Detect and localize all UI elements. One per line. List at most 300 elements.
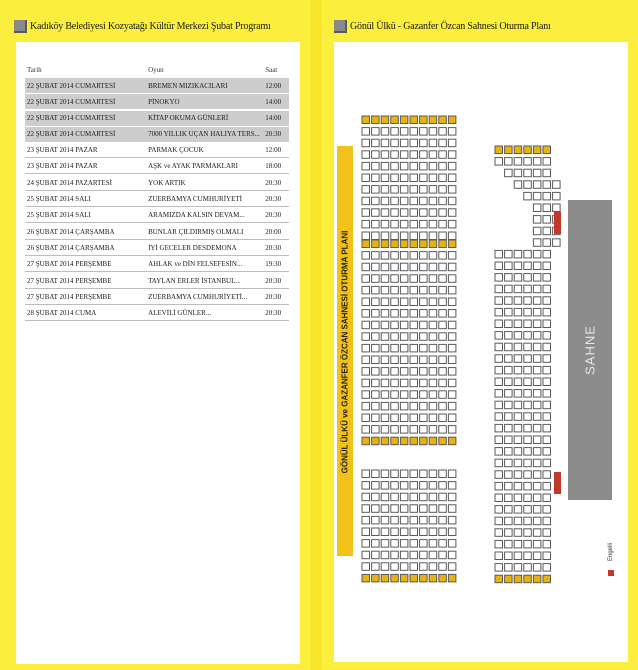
seat bbox=[410, 220, 418, 228]
seat bbox=[495, 540, 503, 548]
seat bbox=[429, 379, 437, 387]
seat bbox=[362, 220, 370, 228]
seat bbox=[505, 552, 512, 560]
row-time: 20:30 bbox=[265, 178, 282, 187]
seat bbox=[381, 298, 389, 306]
seat bbox=[524, 181, 532, 189]
seat bbox=[420, 252, 428, 260]
row-date: 26 ŞUBAT 2014 ÇARŞAMBA bbox=[27, 243, 115, 252]
seat bbox=[362, 174, 370, 182]
seat bbox=[514, 169, 522, 177]
seat bbox=[381, 151, 389, 159]
seat bbox=[381, 128, 389, 136]
seat bbox=[429, 263, 437, 271]
seat bbox=[514, 517, 522, 525]
seat bbox=[439, 310, 447, 318]
seat bbox=[514, 575, 522, 583]
seat bbox=[533, 250, 541, 258]
seat bbox=[439, 437, 447, 445]
seat bbox=[400, 414, 408, 422]
seat bbox=[372, 505, 380, 513]
seat bbox=[495, 297, 503, 305]
seat bbox=[524, 413, 532, 421]
seat bbox=[543, 575, 551, 583]
row-play: BREMEN MIZIKACILARI bbox=[148, 81, 228, 90]
seat bbox=[448, 356, 456, 364]
seat bbox=[372, 139, 380, 147]
seat bbox=[533, 448, 541, 456]
seat bbox=[400, 379, 408, 387]
seat bbox=[543, 285, 551, 293]
seat bbox=[372, 379, 380, 387]
seat bbox=[524, 552, 532, 560]
row-date: 22 ŞUBAT 2014 CUMARTESİ bbox=[27, 81, 116, 90]
seat bbox=[514, 552, 522, 560]
seat bbox=[381, 321, 389, 329]
seat bbox=[524, 506, 532, 513]
seat bbox=[448, 574, 456, 582]
seat bbox=[543, 158, 551, 166]
seat bbox=[543, 529, 551, 537]
seat bbox=[410, 321, 418, 329]
row-time: 12:00 bbox=[265, 146, 282, 155]
seat bbox=[420, 321, 428, 329]
seat bbox=[543, 436, 551, 444]
seat bbox=[505, 482, 512, 490]
seat bbox=[372, 493, 380, 501]
seat bbox=[381, 139, 389, 147]
seat bbox=[420, 528, 428, 536]
seat bbox=[524, 332, 532, 340]
seat bbox=[410, 505, 418, 513]
seat bbox=[439, 252, 447, 260]
seat bbox=[543, 262, 551, 270]
seat bbox=[362, 402, 370, 410]
seat bbox=[400, 344, 408, 352]
seat bbox=[524, 355, 532, 363]
seat bbox=[495, 529, 503, 537]
seat bbox=[495, 575, 503, 583]
seat bbox=[410, 402, 418, 410]
seat bbox=[448, 540, 456, 548]
seat bbox=[533, 517, 541, 525]
seat bbox=[372, 275, 380, 283]
seat bbox=[429, 333, 437, 341]
seat bbox=[381, 505, 389, 513]
seat bbox=[362, 263, 370, 271]
seat bbox=[391, 162, 399, 170]
seat bbox=[391, 151, 399, 159]
seat bbox=[448, 333, 456, 341]
seat bbox=[400, 298, 408, 306]
seat bbox=[439, 209, 447, 217]
seat bbox=[429, 220, 437, 228]
seat bbox=[533, 169, 541, 177]
seat bbox=[524, 274, 532, 282]
seat bbox=[543, 459, 551, 467]
seat bbox=[420, 414, 428, 422]
seat bbox=[448, 482, 456, 490]
seat bbox=[381, 174, 389, 182]
seat bbox=[391, 197, 399, 205]
seat bbox=[381, 379, 389, 387]
seat bbox=[514, 250, 522, 258]
seat bbox=[448, 286, 456, 294]
seat bbox=[448, 368, 456, 376]
seat bbox=[439, 493, 447, 501]
seat bbox=[429, 310, 437, 318]
seat bbox=[533, 216, 541, 224]
seat bbox=[410, 298, 418, 306]
seat bbox=[420, 275, 428, 283]
seat bbox=[533, 401, 541, 409]
seat bbox=[400, 551, 408, 559]
seat bbox=[505, 146, 512, 154]
seat bbox=[524, 158, 532, 166]
seat bbox=[420, 197, 428, 205]
row-time: 20:30 bbox=[265, 130, 282, 139]
seat bbox=[420, 470, 428, 478]
row-time: 14:00 bbox=[265, 97, 282, 106]
row-date: 27 ŞUBAT 2014 PERŞEMBE bbox=[27, 260, 112, 269]
row-date: 22 ŞUBAT 2014 CUMARTESİ bbox=[27, 97, 116, 106]
seat bbox=[391, 174, 399, 182]
seat bbox=[553, 181, 561, 189]
seat bbox=[410, 574, 418, 582]
header-time: Saat bbox=[265, 66, 278, 74]
seat bbox=[429, 128, 437, 136]
seat bbox=[448, 232, 456, 240]
seat bbox=[448, 151, 456, 159]
seat bbox=[533, 424, 541, 432]
seat bbox=[429, 151, 437, 159]
seat bbox=[391, 414, 399, 422]
seat bbox=[448, 252, 456, 260]
seat bbox=[543, 494, 551, 502]
seat bbox=[533, 413, 541, 421]
row-time: 20:00 bbox=[265, 227, 282, 236]
seat bbox=[381, 116, 389, 124]
seat bbox=[400, 174, 408, 182]
seat bbox=[505, 494, 512, 502]
row-play: İYİ GECELER DESDEMONA bbox=[148, 243, 237, 252]
seat bbox=[543, 355, 551, 363]
seat bbox=[420, 310, 428, 318]
row-date: 22 ŞUBAT 2014 CUMARTESİ bbox=[27, 130, 116, 139]
seat bbox=[524, 262, 532, 270]
seat bbox=[362, 505, 370, 513]
seat bbox=[391, 505, 399, 513]
seat bbox=[543, 343, 551, 351]
seat bbox=[429, 563, 437, 571]
seat bbox=[543, 540, 551, 548]
seat bbox=[533, 181, 541, 189]
seat bbox=[439, 426, 447, 434]
seat bbox=[514, 320, 522, 328]
seat bbox=[543, 320, 551, 328]
seat bbox=[448, 209, 456, 217]
seat bbox=[362, 252, 370, 260]
seat bbox=[372, 286, 380, 294]
seat bbox=[524, 366, 532, 374]
seat bbox=[381, 310, 389, 318]
seat bbox=[400, 563, 408, 571]
seat bbox=[400, 574, 408, 582]
seat bbox=[391, 344, 399, 352]
seat bbox=[439, 232, 447, 240]
seat bbox=[533, 262, 541, 270]
seat bbox=[448, 505, 456, 513]
seat bbox=[429, 540, 437, 548]
row-date: 25 ŞUBAT 2014 SALI bbox=[27, 211, 91, 220]
seat bbox=[400, 128, 408, 136]
seat bbox=[505, 343, 512, 351]
seat bbox=[420, 174, 428, 182]
seat bbox=[381, 275, 389, 283]
seat bbox=[524, 320, 532, 328]
seat bbox=[410, 240, 418, 248]
seat bbox=[448, 174, 456, 182]
seat bbox=[362, 426, 370, 434]
seat bbox=[448, 263, 456, 271]
row-time: 20:30 bbox=[265, 309, 282, 318]
row-time: 18:00 bbox=[265, 162, 282, 171]
seat bbox=[514, 355, 522, 363]
seat bbox=[533, 192, 541, 200]
seat bbox=[372, 263, 380, 271]
seat bbox=[429, 232, 437, 240]
seat bbox=[381, 286, 389, 294]
seat bbox=[420, 516, 428, 524]
seat bbox=[524, 471, 532, 479]
seat bbox=[448, 197, 456, 205]
seat bbox=[400, 516, 408, 524]
seat bbox=[400, 286, 408, 294]
seat bbox=[505, 448, 512, 456]
seat bbox=[381, 574, 389, 582]
seat bbox=[391, 286, 399, 294]
seat bbox=[372, 197, 380, 205]
seat bbox=[514, 366, 522, 374]
seat bbox=[514, 413, 522, 421]
seat bbox=[495, 413, 503, 421]
seat bbox=[439, 528, 447, 536]
seat bbox=[533, 274, 541, 282]
seat bbox=[533, 540, 541, 548]
seat bbox=[439, 240, 447, 248]
seat bbox=[391, 563, 399, 571]
seat bbox=[543, 482, 551, 490]
seat bbox=[533, 564, 541, 572]
seat bbox=[400, 197, 408, 205]
seat bbox=[514, 401, 522, 409]
seat bbox=[524, 250, 532, 258]
seat bbox=[420, 426, 428, 434]
seat bbox=[362, 414, 370, 422]
seat bbox=[410, 528, 418, 536]
seat bbox=[381, 333, 389, 341]
seat bbox=[524, 169, 532, 177]
seat bbox=[533, 529, 541, 537]
seat bbox=[524, 575, 532, 583]
seat bbox=[420, 128, 428, 136]
seat bbox=[448, 220, 456, 228]
seat bbox=[362, 574, 370, 582]
row-play: PİNOKYO bbox=[148, 97, 180, 106]
row-play: AŞK ve AYAK PARMAKLARI bbox=[148, 162, 238, 171]
seat bbox=[391, 186, 399, 194]
seat bbox=[533, 285, 541, 293]
row-play: 7000 YILLIK UÇAN HALIYA TERS... bbox=[148, 130, 260, 139]
seat bbox=[372, 470, 380, 478]
seat bbox=[372, 344, 380, 352]
seat bbox=[400, 116, 408, 124]
seat bbox=[543, 366, 551, 374]
seat bbox=[410, 426, 418, 434]
seat bbox=[372, 162, 380, 170]
seat bbox=[514, 564, 522, 572]
seat bbox=[420, 551, 428, 559]
seat bbox=[495, 355, 503, 363]
seat bbox=[439, 333, 447, 341]
seat bbox=[372, 240, 380, 248]
seat bbox=[410, 344, 418, 352]
seat bbox=[495, 564, 503, 572]
seat bbox=[391, 240, 399, 248]
seat bbox=[533, 297, 541, 305]
seat bbox=[381, 232, 389, 240]
seat bbox=[533, 436, 541, 444]
seat bbox=[400, 437, 408, 445]
seat bbox=[372, 209, 380, 217]
accessible-legend-swatch bbox=[608, 570, 614, 576]
seat bbox=[533, 471, 541, 479]
seat bbox=[439, 263, 447, 271]
seat bbox=[505, 250, 512, 258]
row-play: TAYLAN ERLER İSTANBUL... bbox=[148, 276, 241, 285]
seat bbox=[400, 402, 408, 410]
seat bbox=[429, 402, 437, 410]
seat bbox=[448, 437, 456, 445]
seat bbox=[439, 505, 447, 513]
row-play: PARMAK ÇOCUK bbox=[148, 146, 204, 155]
seat bbox=[505, 297, 512, 305]
seat bbox=[400, 263, 408, 271]
seat bbox=[495, 401, 503, 409]
seat bbox=[505, 424, 512, 432]
seat bbox=[524, 494, 532, 502]
header-play: Oyun bbox=[148, 66, 164, 74]
row-date: 24 ŞUBAT 2014 PAZARTESİ bbox=[27, 178, 112, 187]
seat bbox=[495, 390, 503, 398]
seat bbox=[400, 470, 408, 478]
seat bbox=[439, 128, 447, 136]
seat bbox=[553, 192, 561, 200]
seat bbox=[381, 209, 389, 217]
seat bbox=[400, 310, 408, 318]
seat bbox=[362, 298, 370, 306]
seat bbox=[514, 378, 522, 386]
seat bbox=[448, 493, 456, 501]
seat bbox=[429, 174, 437, 182]
seat bbox=[505, 390, 512, 398]
seat bbox=[448, 139, 456, 147]
seat bbox=[514, 436, 522, 444]
seat bbox=[372, 116, 380, 124]
seat bbox=[410, 470, 418, 478]
seat bbox=[495, 448, 503, 456]
seat bbox=[543, 274, 551, 282]
seat bbox=[543, 216, 551, 224]
seat bbox=[410, 162, 418, 170]
seat bbox=[429, 528, 437, 536]
seat bbox=[495, 482, 503, 490]
seat bbox=[495, 506, 503, 513]
seat bbox=[391, 209, 399, 217]
seat bbox=[362, 197, 370, 205]
seat bbox=[381, 162, 389, 170]
seat bbox=[410, 563, 418, 571]
seat bbox=[439, 116, 447, 124]
seat bbox=[439, 344, 447, 352]
seat bbox=[543, 181, 551, 189]
seat bbox=[448, 414, 456, 422]
seat bbox=[362, 240, 370, 248]
row-date: 23 ŞUBAT 2014 PAZAR bbox=[27, 146, 98, 155]
seat bbox=[391, 139, 399, 147]
seat bbox=[372, 402, 380, 410]
seat bbox=[543, 564, 551, 572]
seat bbox=[372, 174, 380, 182]
seat bbox=[381, 402, 389, 410]
seat bbox=[372, 151, 380, 159]
seat bbox=[362, 437, 370, 445]
row-time: 12:00 bbox=[265, 81, 282, 90]
seat bbox=[391, 426, 399, 434]
seat bbox=[420, 298, 428, 306]
seat bbox=[429, 252, 437, 260]
seat bbox=[505, 366, 512, 374]
seat bbox=[429, 275, 437, 283]
seat bbox=[429, 516, 437, 524]
seat bbox=[533, 239, 541, 247]
seat bbox=[533, 332, 541, 340]
seat bbox=[362, 344, 370, 352]
seat bbox=[448, 298, 456, 306]
seat bbox=[533, 227, 541, 235]
seat bbox=[543, 401, 551, 409]
seat bbox=[533, 158, 541, 166]
seat bbox=[410, 252, 418, 260]
seat bbox=[533, 575, 541, 583]
seat bbox=[410, 310, 418, 318]
seat bbox=[381, 426, 389, 434]
seat bbox=[505, 320, 512, 328]
seat bbox=[362, 540, 370, 548]
seat bbox=[410, 174, 418, 182]
seat bbox=[410, 151, 418, 159]
seat bbox=[543, 227, 551, 235]
seat bbox=[391, 574, 399, 582]
seat bbox=[362, 128, 370, 136]
seat bbox=[448, 186, 456, 194]
seat bbox=[505, 274, 512, 282]
seat bbox=[400, 209, 408, 217]
seat bbox=[420, 116, 428, 124]
seat bbox=[400, 240, 408, 248]
seat bbox=[420, 505, 428, 513]
seat bbox=[495, 436, 503, 444]
